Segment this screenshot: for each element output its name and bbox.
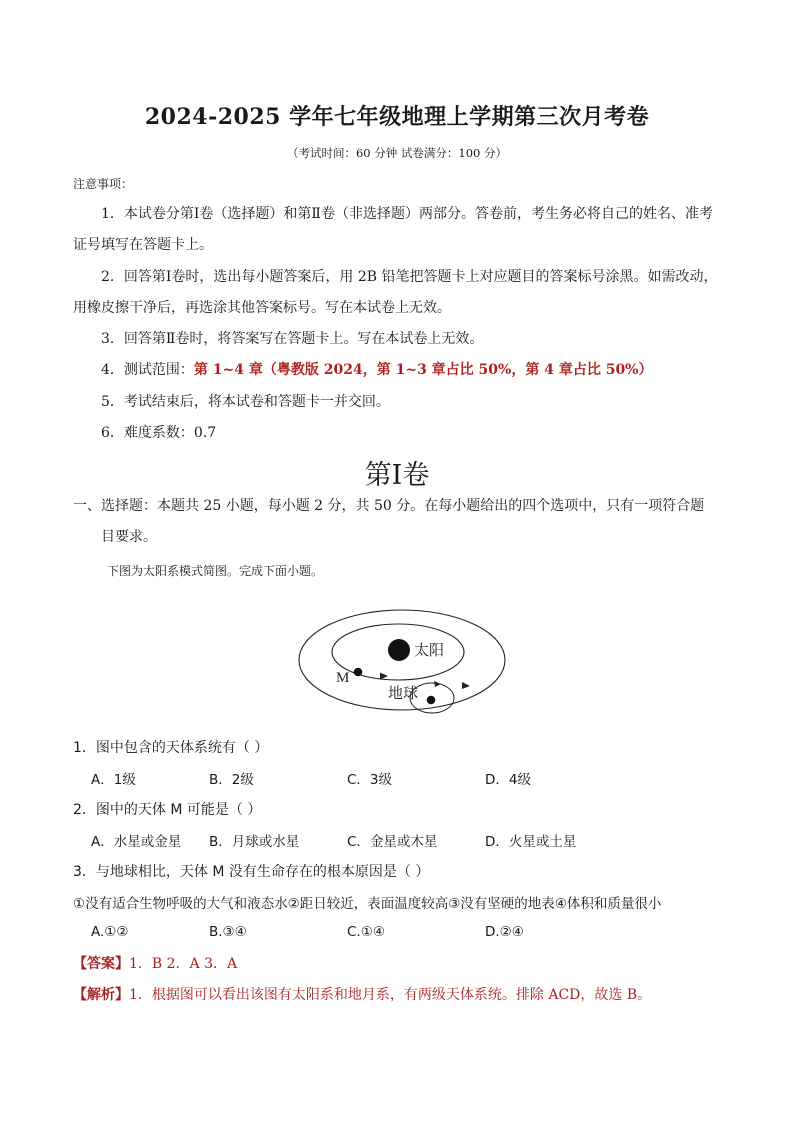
analysis-text: 1．根据图可以看出该图有太阳系和地月系，有两级天体系统。排除 ACD，故选 B。 [129,987,652,1003]
question-2-stem: 2．图中的天体 M 可能是（ ） [73,802,262,818]
notice-item-5: 5．考试结束后，将本试卷和答题卡一并交回。 [101,394,390,410]
earth-label: 地球 [388,686,419,702]
question-3-option-d: D.②④ [485,924,524,940]
answer-text: 1．B 2．A 3．A [129,956,238,972]
question-3-option-a: A.①② [91,924,129,940]
sun-label: 太阳 [414,643,445,659]
question-1-option-c: C．3级 [347,772,393,788]
volume-title: 第Ⅰ卷 [364,460,430,491]
section-1-line-2: 目要求。 [101,529,157,545]
notice-heading: 注意事项： [73,177,134,191]
question-1-stem: 1．图中包含的天体系统有（ ） [73,740,269,756]
question-2-option-a: A．水星或金星 [91,834,182,850]
notice-item-1-line-2: 证号填写在答题卡上。 [73,237,213,253]
question-1-option-a: A．1级 [91,772,136,788]
notice-item-4-prefix: 4．测试范围： [101,362,194,378]
inner-orbit-arrow [380,673,388,680]
notice-item-3: 3．回答第Ⅱ卷时，将答案写在答题卡上。写在本试卷上无效。 [101,331,484,347]
answer-tag: 【答案】 [73,956,129,972]
answer-line [73,956,237,973]
outer-orbit-arrow [462,682,470,689]
solar-system-diagram [292,596,512,720]
question-3-stem: 3．与地球相比，天体 M 没有生命存在的根本原因是（ ） [73,864,430,880]
planet-m-label: M [336,670,350,686]
notice-item-2-line-2: 用橡皮擦干净后，再选涂其他答案标号。写在本试卷上无效。 [73,300,451,316]
notice-item-1-line-1: 1．本试卷分第Ⅰ卷（选择题）和第Ⅱ卷（非选择题）两部分。答卷前，考生务必将自己的姓名、准考 [101,206,713,222]
test-range: 第 1~4 章（粤教版 2024，第 1~3 章占比 50%，第 4 章占比 50%） [193,362,653,378]
question-2-option-b: B．月球或水星 [209,834,300,850]
analysis-tag: 【解析】 [73,987,129,1003]
page-title: 2024-2025 学年七年级地理上学期第三次月考卷 [144,104,650,130]
question-3-option-b: B.③④ [209,924,247,940]
notice-item-4 [101,362,653,379]
moon-orbit-arrow [434,681,441,687]
sun-icon [388,639,410,661]
question-3-option-c: C.①④ [347,924,385,940]
question-2-option-d: D．火星或土星 [485,834,577,850]
exam-info: （考试时间：60 分钟 试卷满分：100 分） [286,146,508,160]
analysis-line [73,987,651,1004]
earth-icon [427,696,436,705]
planet-m-icon [354,668,363,677]
notice-item-2-line-1: 2．回答第Ⅰ卷时，选出每小题答案后，用 2B 铅笔把答题卡上对应题目的答案标号涂黑。如需改动， [101,269,718,285]
question-1-option-b: B．2级 [209,772,254,788]
question-3-statements: ①没有适合生物呼吸的大气和液态水②距日较近，表面温度较高③没有坚硬的地表④体积和质量很小 [73,896,662,912]
question-1-option-d: D．4级 [485,772,531,788]
question-2-option-c: C．金星或木星 [347,834,438,850]
figure-intro: 下图为太阳系模式简图。完成下面小题。 [107,564,324,578]
notice-item-6: 6．难度系数：0.7 [101,425,217,441]
section-1-line-1: 一、选择题：本题共 25 小题，每小题 2 分，共 50 分。在每小题给出的四个选项中，只有一项符合题 [73,498,705,514]
